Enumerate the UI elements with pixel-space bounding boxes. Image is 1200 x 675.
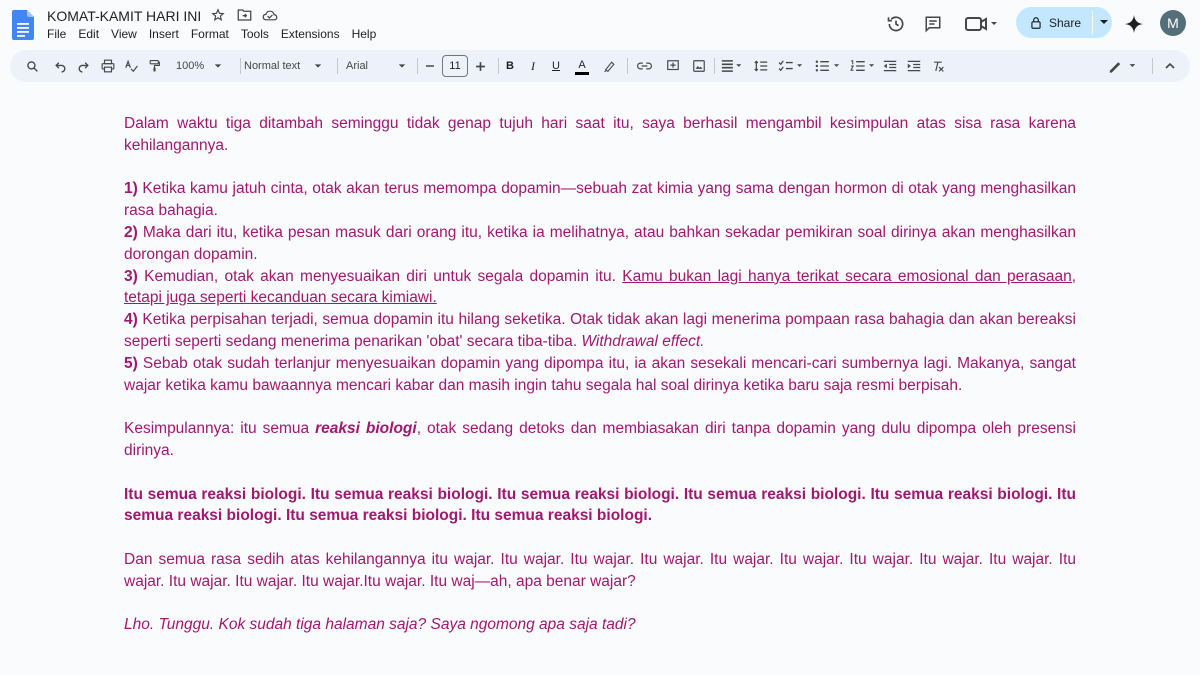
spellcheck-icon[interactable] — [121, 50, 141, 82]
conclusion-rest: , otak sedang detoks dan membiasakan diri tanpa dopamin yang dulu dipompa oleh presensi dirinya. — [124, 420, 1077, 459]
text-color-glyph: A — [578, 59, 586, 71]
editing-mode-select[interactable] — [1103, 50, 1143, 82]
font-value: Arial — [346, 60, 369, 72]
list-item-4 — [124, 309, 1076, 353]
bulleted-list-icon[interactable] — [813, 50, 843, 82]
repeated-bold-paragraph: Itu semua reaksi biologi. Itu semua reaksi biologi. Itu semua reaksi biologi. Itu semua reaksi biologi. Itu semua reaksi biologi. Itu semua reaksi biologi. Itu semua reaksi biologi. Itu semua reaksi biologi. — [124, 485, 1076, 525]
document-body[interactable] — [124, 113, 1076, 636]
history-icon[interactable] — [884, 12, 908, 36]
conclusion-lead: Kesimpulannya: itu semua — [124, 420, 316, 438]
font-size-input[interactable]: 11 — [442, 55, 468, 77]
conclusion-emphasis: reaksi biologi — [315, 420, 417, 438]
document-title[interactable]: KOMAT-KAMIT HARI INI — [47, 8, 202, 24]
menu-tools[interactable]: Tools — [240, 27, 269, 41]
bold-button[interactable]: B — [506, 60, 514, 72]
menu-edit[interactable]: Edit — [78, 27, 100, 41]
menu-format[interactable]: Format — [190, 27, 229, 41]
avatar[interactable]: M — [1160, 10, 1186, 36]
list-text-3: Kemudian, otak akan menyesuaikan diri untuk segala dopamin itu. — [137, 267, 623, 285]
list-item-1 — [124, 178, 1076, 222]
link-icon[interactable] — [634, 50, 654, 82]
italic-button[interactable]: I — [531, 58, 535, 73]
insert-image-icon[interactable] — [689, 50, 709, 82]
clear-formatting-icon[interactable] — [929, 50, 947, 82]
list-item-5 — [124, 353, 1076, 397]
list-text-5: Sebab otak sudah terlanjur menyesuaikan dopamin yang dipompa itu, ia akan sesekali mencari-cari sumbernya lagi. Makanya, sangat wajar ketika kamu bawaannya mencari kabar dan masih ingin tahu segala hal soal dirinya ketika baru saja resmi berpisah. — [124, 354, 1076, 394]
underline-button[interactable]: U — [552, 60, 560, 72]
share-label: Share — [1049, 15, 1082, 30]
comments-icon[interactable] — [921, 12, 945, 36]
increase-font-size-button[interactable] — [473, 50, 487, 82]
redo-icon[interactable] — [73, 50, 93, 82]
list-number-3: 3) — [124, 267, 138, 285]
chevron-down-icon — [214, 62, 222, 70]
menu-bar — [47, 27, 388, 41]
zoom-value: 100% — [176, 60, 205, 72]
list-number-2: 2) — [124, 223, 138, 241]
add-comment-icon[interactable] — [663, 50, 683, 82]
list-text-4: Ketika perpisahan terjadi, semua dopamin itu hilang seketika. Otak tidak akan lagi menerima pompaan rasa bahagia dan akan bereaksi seperti seperti sedang menerima penarikan 'obat' secara tiba-tiba. — [124, 311, 1076, 350]
list-number-1: 1) — [124, 180, 138, 198]
document-page[interactable] — [0, 84, 1200, 675]
style-select[interactable] — [244, 50, 336, 82]
paint-format-icon[interactable] — [144, 50, 164, 82]
docs-logo-icon[interactable] — [12, 10, 34, 40]
list-number-5: 5) — [124, 354, 138, 372]
cloud-saved-icon[interactable] — [262, 7, 278, 23]
increase-indent-icon[interactable] — [905, 50, 923, 82]
chevron-down-icon — [314, 62, 322, 70]
search-menus-icon[interactable] — [22, 50, 42, 82]
list-item-3 — [124, 266, 1076, 310]
decrease-indent-icon[interactable] — [881, 50, 899, 82]
print-icon[interactable] — [98, 50, 118, 82]
list-text-2: Maka dari itu, ketika pesan masuk dari orang itu, ketika ia melihatnya, atau bahkan sekadar pemikiran soal dirinya akan menghasilkan dorongan dopamin. — [124, 223, 1076, 263]
style-value: Normal text — [244, 60, 301, 72]
conclusion-paragraph — [124, 418, 1076, 462]
menu-file[interactable]: File — [47, 27, 67, 41]
undo-icon[interactable] — [50, 50, 70, 82]
intro-paragraph: Dalam waktu tiga ditambah seminggu tidak genap tujuh hari saat itu, saya berhasil mengambil kesimpulan atas sisa rasa karena kehilangannya. — [124, 115, 1076, 154]
share-button[interactable] — [1016, 7, 1112, 38]
menu-insert[interactable]: Insert — [148, 27, 179, 41]
chevron-down-icon — [398, 62, 406, 70]
meet-icon[interactable] — [964, 12, 1000, 36]
closing-line: Lho. Tunggu. Kok sudah tiga halaman saja? Saya ngomong apa saja tadi? — [124, 616, 636, 634]
star-icon[interactable] — [210, 7, 226, 23]
list-text-1: Ketika kamu jatuh cinta, otak akan terus memompa dopamin—sebuah zat kimia yang sama dengan hormon di otak yang menghasilkan rasa bahagia. — [124, 180, 1076, 220]
highlight-pen-icon[interactable] — [599, 50, 619, 82]
text-color-swatch — [575, 72, 589, 75]
wajar-paragraph: Dan semua rasa sedih atas kehilangannya itu wajar. Itu wajar. Itu wajar. Itu wajar. Itu wajar. Itu wajar. Itu wajar. Itu wajar. Itu wajar. Itu wajar. Itu wajar. Itu wajar. Itu wajar.Itu wajar. Itu waj—ah, apa benar wajar? — [124, 550, 1076, 590]
menu-extensions[interactable]: Extensions — [280, 27, 340, 41]
numbered-list-icon[interactable] — [848, 50, 878, 82]
zoom-select[interactable] — [176, 50, 236, 82]
move-folder-icon[interactable] — [236, 7, 252, 23]
gemini-icon[interactable] — [1122, 12, 1146, 36]
align-justify-icon[interactable] — [719, 50, 745, 82]
checklist-icon[interactable] — [776, 50, 806, 82]
line-spacing-icon[interactable] — [752, 50, 770, 82]
menu-view[interactable]: View — [111, 27, 137, 41]
chevron-down-icon[interactable] — [1099, 17, 1109, 27]
menu-help[interactable]: Help — [351, 27, 377, 41]
title-bar — [0, 0, 1200, 48]
toolbar — [10, 50, 1190, 82]
underlined-sentence: Kamu bukan lagi hanya terikat secara emosional dan perasaan, tetapi juga seperti kecanduan secara kimiawi. — [124, 267, 1076, 307]
italic-term: Withdrawal effect. — [581, 332, 705, 350]
list-item-2 — [124, 222, 1076, 266]
font-select[interactable] — [346, 50, 418, 82]
decrease-font-size-button[interactable] — [423, 50, 437, 82]
text-color-button[interactable] — [572, 50, 592, 82]
lock-icon — [1029, 16, 1043, 30]
share-divider — [1092, 11, 1093, 34]
list-number-4: 4) — [124, 311, 138, 329]
chevron-up-icon[interactable] — [1160, 50, 1180, 82]
